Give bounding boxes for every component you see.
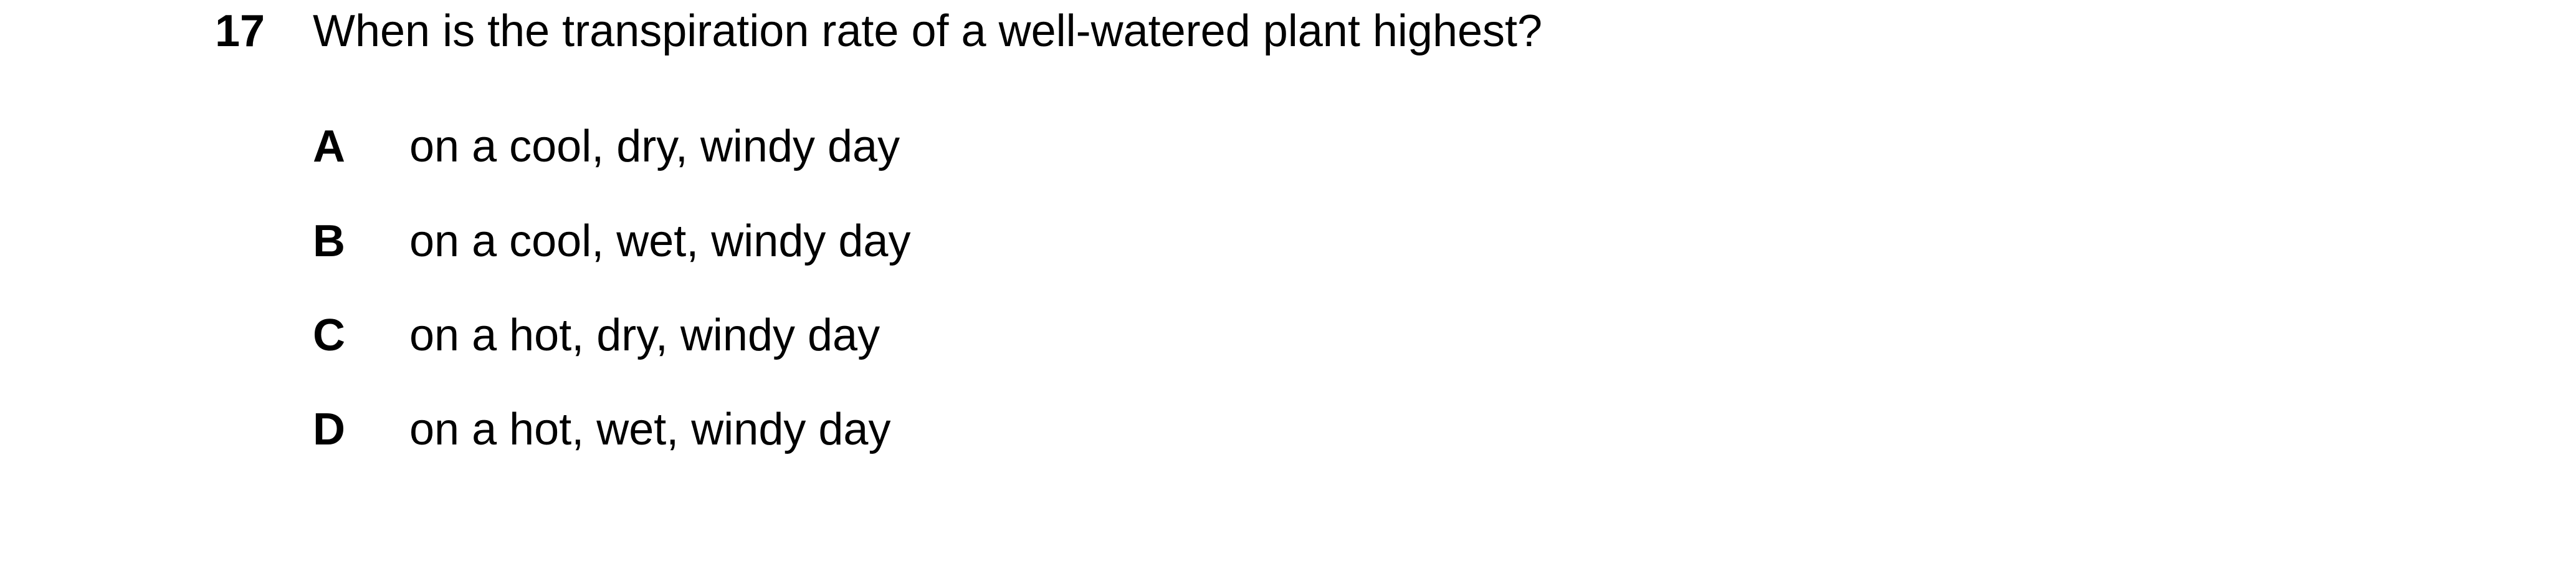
option-text: on a hot, wet, windy day [409, 405, 891, 454]
question-stem: When is the transpiration rate of a well-watered plant highest? [313, 6, 1543, 56]
option-letter: D [313, 405, 345, 454]
option-letter: C [313, 310, 345, 360]
option-letter: B [313, 216, 345, 266]
option-text: on a cool, dry, windy day [409, 122, 900, 171]
option-letter: A [313, 122, 345, 171]
option-text: on a cool, wet, windy day [409, 216, 911, 266]
question-number: 17 [215, 6, 265, 56]
option-text: on a hot, dry, windy day [409, 310, 880, 360]
